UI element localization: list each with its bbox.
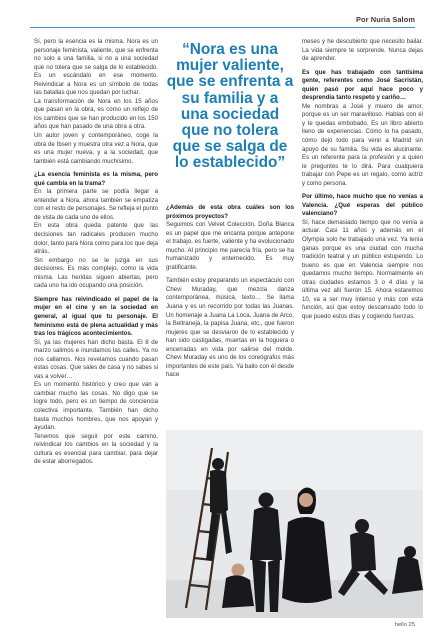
cast-photo [166,430,423,618]
body-paragraph: Sí, hace demasiado tiempo que no venía a actuar. Casi 11 años y además en el Olympia solo he trabajado una vez. Ya tenía ganas porque es una ciudad con mucha tradición teatral y un público estupendo. Lo bueno es que en Valencia siempre nos quedamos mucho tiempo. Normalmente en otras ciudades estamos 3 o 4 días y la última vez allí fueron 15. Ahora estaremos 10, va a ser muy intenso y más con esta función, así que estoy descansado todo lo que puedo estos días y cogiendo fuerzas. [302,218,423,320]
byline: Por Nuria Salom [356,15,415,24]
body-paragraph: En esta obra queda patente que las decisiones tan radicales producen mucho dolor, tanto para Nora como para los que deja atrás. [34,222,158,256]
interview-question: ¿La esencia feminista es la misma, pero qué cambia en la trama? [34,171,158,187]
body-paragraph: Un autor joven y contemporáneo, coge la obra de Ibsen y muestra otra vez a Nora, que es una mujer nueva, y a la sociedad, que también está cambiando muchísimo. [34,132,158,165]
body-paragraph: En la primera parte se podía llegar a entender a Nora, ahora también se empatiza con el resto de personajes. Se refleja el punto de vista de cada uno de ellos. [34,188,158,221]
body-paragraph: También estoy preparando un espectáculo con Chevi Muraday, que mezcla danza contemporánea, música, texto… Se llama Juana y es un recorrido por todas las Juanas. Un homenaje a Juana La Loca, Juana de Arco, la Beltraneja, la papisa Juana, etc., que fueron mujeres que se desviaron de lo establecido y han sido castigadas, muertas en la hoguera o encerradas en vida por salirse del molde. Chevi Muraday es uno de los coreógrafos más importantes de este país. Ya bailo con él desde hace [166,277,294,379]
body-paragraph: Me nombras a José y muero de amor, porque es un ser maravilloso. Hablas con él y te quedas embobado. Es un libro abierto lleno de experiencias. Cómo lo ha pasado, cómo dejó todo para venir a Madrid sin apoyo de su familia. Su vida es alucinante. Es un referente para la profesión y a quien le preguntes te lo dirá. Para cualquiera trabajar con Pepe es un regalo, como actriz y como persona. [302,102,423,187]
interview-question: Es que has trabajado con tantísima gente, referentes como José Sacristán, quién pasó por aquí hace poco y desprendía tanto respeto y cariño… [302,68,423,102]
body-paragraph: Seguimos con Velvet Colección. Doña Blanca es un papel que me encanta porque antepone el trabajo, es fuerte, valiente y ha evolucionado mucho. Al principio me parecía fría, pero se ha humanizado y enternecido. Es muy gratificante. [166,221,294,271]
body-paragraph: Tenemos que seguir por este camino, reivindicar los cambios en la sociedad y la cultura es esencial para cambiar, para dejar de estar aborregados. [34,432,158,466]
article-column-1 [34,38,158,467]
body-paragraph: La transformación de Nora en los 15 años que pasan en la obra, es como un reflejo de los cambios que se han producido en los 150 años que han pasado de una obra a otra. [34,97,158,131]
pull-quote: “Nora es una mujer valiente, que se enfrenta a su familia y a una sociedad que no tolera que se salga de lo establecido” [166,41,294,172]
body-paragraph: Sin embargo no se le juzga en sus decisiones. Es más complejo, como la vida misma. Las heridas siguen abiertas, pero cada uno ha ido ocupando una posición. [34,256,158,290]
body-paragraph: Es un momento histórico y creo que van a cambiar mucho las cosas. No digo que se logre todo, pero es un tiempo de conciencia colectiva importante. También han dicho basta muchos hombres, que nos apoyan y ayudan. [34,381,158,432]
body-paragraph: Sí, ya las mujeres han dicho basta. El 8 de marzo salimos e inundamos las calles. Ya no nos callamos. Nos revelamos cuando pasan estas cosas. Que sales de casa y no sabes si vas a volver… [34,338,158,380]
interview-question: Siempre has reivindicado el papel de la mujer en el cine y en la sociedad en general, al igual que tu personaje. El feminismo está de plena actualidad y más tras los trágicos acontecimientos. [34,295,158,338]
body-paragraph: Sí, pero la esencia es la misma. Nora es un personaje feminista, valiente, que se enfrenta no solo a una familia, si no a una sociedad que no tolera que se salga de lo establecido. Es un escándalo en ese momento. Reivindicar a Nora es un símbolo de todas las batallas que nos quedan por luchar. [34,38,158,97]
article-column-3 [302,38,423,322]
interview-question: ¿Además de esta obra cuáles son los próximos proyectos? [166,204,294,220]
article-column-2 [166,199,294,380]
header-rule [30,27,415,28]
cast-photo-illustration [166,430,423,618]
page-number: hello 25 [394,622,415,628]
interview-question: Por último, hace mucho que no venías a Valencia. ¿Qué esperas del público valenciano? [302,193,423,218]
body-paragraph: meses y he descubierto que necesito bailar. La vida siempre te sorprende. Nunca dejas de aprender. [302,38,423,63]
